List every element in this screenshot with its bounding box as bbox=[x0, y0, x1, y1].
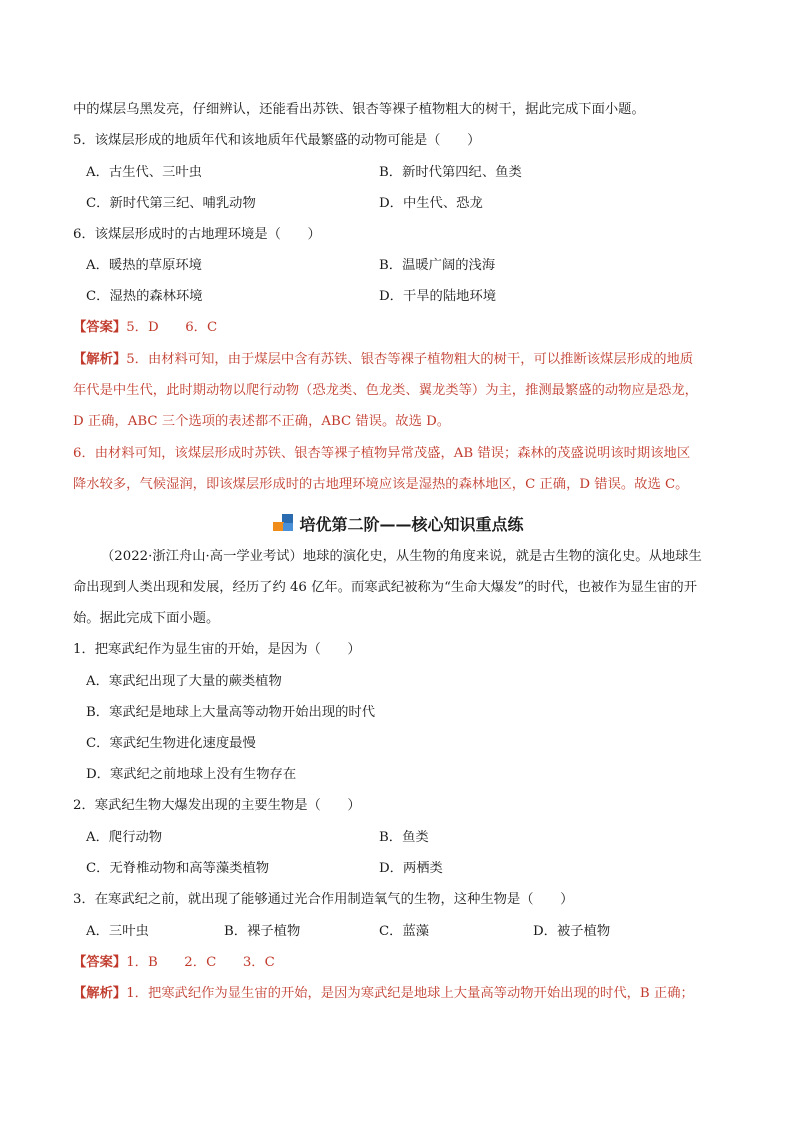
analysis-block-1-line-2: 年代是中生代，此时期动物以爬行动物（恐龙类、色龙类、翼龙类等）为主，推测最繁盛的动物应是恐龙， bbox=[73, 383, 698, 398]
question-5-option-b: B．新时代第四纪、鱼类 bbox=[379, 165, 522, 180]
answer-text: 1．B 2．C 3．C bbox=[126, 955, 275, 970]
question-5-stem: 5．该煤层形成的地质年代和该地质年代最繁盛的动物可能是（ ） bbox=[73, 133, 481, 148]
analysis-block-1-line-5: 降水较多，气候湿润，即该煤层形成时的古地理环境应该是湿热的森林地区，C 正确，D 错误。故选 C。 bbox=[73, 477, 689, 492]
question-3-option-d: D．被子植物 bbox=[533, 924, 611, 939]
answer-text: 5．D 6．C bbox=[126, 320, 218, 335]
passage-line-2: 命出现到人类出现和发展，经历了约 46 亿年。而寒武纪被称为“生命大爆发”的时代，也被作为显生宙的开 bbox=[73, 580, 698, 595]
question-5-option-c: C．新时代第三纪、哺乳动物 bbox=[86, 196, 256, 211]
question-3-option-c: C．蓝藻 bbox=[379, 924, 430, 939]
analysis-block-1-line-1 bbox=[73, 350, 693, 370]
question-2-option-b: B．鱼类 bbox=[379, 830, 429, 845]
answer-block-1 bbox=[73, 318, 217, 338]
passage-line-3: 始。据此完成下面小题。 bbox=[73, 611, 220, 626]
analysis-label: 【解析】 bbox=[73, 986, 127, 1001]
question-2-stem: 2．寒武纪生物大爆发出现的主要生物是（ ） bbox=[73, 798, 361, 813]
question-6-option-d: D．干旱的陆地环境 bbox=[379, 289, 497, 304]
question-3-option-a: A．三叶虫 bbox=[86, 924, 149, 939]
question-1-option-a: A．寒武纪出现了大量的蕨类植物 bbox=[86, 674, 282, 689]
passage-line-1: （2022·浙江舟山·高一学业考试）地球的演化史，从生物的角度来说，就是古生物的演化史。从地球生 bbox=[101, 549, 702, 564]
answer-block-2 bbox=[73, 953, 275, 973]
question-1-stem: 1．把寒武纪作为显生宙的开始，是因为（ ） bbox=[73, 642, 361, 657]
question-2-option-d: D．两栖类 bbox=[379, 861, 443, 876]
question-2-option-a: A．爬行动物 bbox=[86, 830, 163, 845]
analysis-text: 1．把寒武纪作为显生宙的开始，是因为寒武纪是地球上大量高等动物开始出现的时代，B 正确； bbox=[126, 986, 694, 1001]
question-6-option-b: B．温暖广阔的浅海 bbox=[379, 258, 496, 273]
analysis-block-1-line-3: D 正确，ABC 三个选项的表述都不正确，ABC 错误。故选 D。 bbox=[73, 414, 451, 429]
answer-label: 【答案】 bbox=[73, 955, 127, 970]
question-1-option-b: B．寒武纪是地球上大量高等动物开始出现的时代 bbox=[86, 705, 376, 720]
section-heading bbox=[0, 513, 794, 536]
passage-continuation: 中的煤层乌黑发亮，仔细辨认，还能看出苏铁、银杏等裸子植物粗大的树干，据此完成下面小题。 bbox=[73, 102, 645, 117]
analysis-block-1-line-4: 6．由材料可知，该煤层形成时苏铁、银杏等裸子植物异常茂盛，AB 错误；森林的茂盛说明该时期该地区 bbox=[73, 446, 691, 461]
question-6-stem: 6．该煤层形成时的古地理环境是（ ） bbox=[73, 227, 321, 242]
question-3-stem: 3．在寒武纪之前，就出现了能够通过光合作用制造氧气的生物，这种生物是（ ） bbox=[73, 892, 574, 907]
analysis-text: 5．由材料可知，由于煤层中含有苏铁、银杏等裸子植物粗大的树干，可以推断该煤层形成的地质 bbox=[126, 352, 694, 367]
question-6-option-c: C．湿热的森林环境 bbox=[86, 289, 203, 304]
question-3-option-b: B．裸子植物 bbox=[224, 924, 301, 939]
question-2-option-c: C．无脊椎动物和高等藻类植物 bbox=[86, 861, 270, 876]
section-title: 培优第二阶——核心知识重点练 bbox=[299, 515, 524, 534]
question-5-option-d: D．中生代、恐龙 bbox=[379, 196, 483, 211]
question-6-option-a: A．暖热的草原环境 bbox=[86, 258, 202, 273]
analysis-label: 【解析】 bbox=[73, 352, 127, 367]
stairs-icon bbox=[270, 513, 296, 533]
question-1-option-c: C．寒武纪生物进化速度最慢 bbox=[86, 736, 256, 751]
analysis-block-2-line-1 bbox=[73, 984, 694, 1004]
question-1-option-d: D．寒武纪之前地球上没有生物存在 bbox=[86, 767, 297, 782]
answer-label: 【答案】 bbox=[73, 320, 127, 335]
question-5-option-a: A．古生代、三叶虫 bbox=[86, 165, 202, 180]
